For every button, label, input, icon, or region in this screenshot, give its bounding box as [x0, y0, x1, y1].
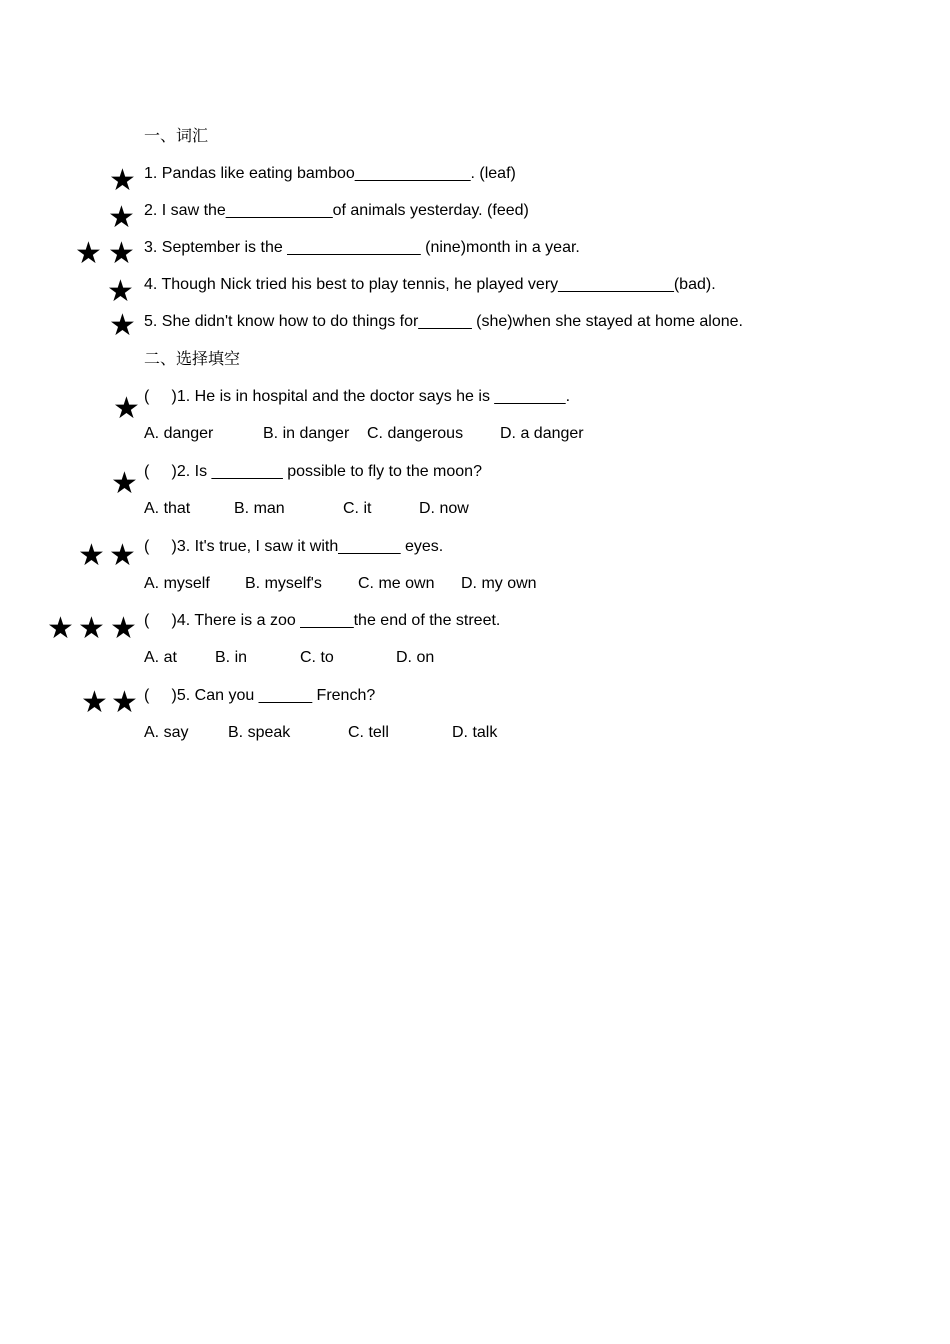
choice-option-c: C. dangerous: [367, 425, 464, 442]
choice-option-c: C. tell: [348, 724, 389, 741]
difficulty-star-icon: ★: [113, 391, 140, 426]
choice-option-d: D. now: [419, 500, 469, 517]
choice-option-d: D. on: [396, 649, 435, 666]
choice-option-c: C. me own: [358, 575, 435, 592]
choice-option-a: A. that: [144, 500, 191, 517]
difficulty-star-icon: ★: [107, 274, 134, 309]
choice-option-b: B. speak: [228, 724, 291, 741]
choice-option-a: A. at: [144, 649, 177, 666]
choice-option-d: D. a danger: [500, 425, 584, 442]
choice-question-4: ( )4. There is a zoo ______the end of the street.: [144, 612, 501, 629]
choice-option-b: B. myself's: [245, 575, 322, 592]
choice-option-b: B. in: [215, 649, 248, 666]
choice-option-c: C. to: [300, 649, 334, 666]
difficulty-star-icon: ★: [78, 611, 105, 646]
difficulty-star-icon: ★: [109, 538, 136, 573]
vocab-question-1: 1. Pandas like eating bamboo_____________. (leaf): [144, 165, 516, 182]
choice-option-c: C. it: [343, 500, 372, 517]
vocab-question-4: 4. Though Nick tried his best to play tennis, he played very_____________(bad).: [144, 276, 716, 293]
choice-option-b: B. in danger: [263, 425, 350, 442]
choice-question-3: ( )3. It's true, I saw it with_______ eyes.: [144, 538, 444, 555]
section-title-vocabulary: 一、词汇: [144, 128, 209, 145]
choice-question-1: ( )1. He is in hospital and the doctor says he is ________.: [144, 388, 571, 405]
choice-question-2: ( )2. Is ________ possible to fly to the moon?: [144, 463, 482, 480]
difficulty-star-icon: ★: [108, 236, 135, 271]
difficulty-star-icon: ★: [109, 308, 136, 343]
difficulty-star-icon: ★: [111, 466, 138, 501]
difficulty-star-icon: ★: [47, 611, 74, 646]
choice-option-b: B. man: [234, 500, 285, 517]
choice-option-a: A. myself: [144, 575, 210, 592]
choice-question-5: ( )5. Can you ______ French?: [144, 687, 376, 704]
choice-option-d: D. my own: [461, 575, 537, 592]
vocab-question-2: 2. I saw the____________of animals yesterday. (feed): [144, 202, 529, 219]
choice-option-a: A. danger: [144, 425, 214, 442]
choice-option-d: D. talk: [452, 724, 498, 741]
difficulty-star-icon: ★: [81, 685, 108, 720]
difficulty-star-icon: ★: [108, 200, 135, 235]
section-title-multiple-choice: 二、选择填空: [144, 351, 241, 368]
choice-option-a: A. say: [144, 724, 189, 741]
vocab-question-5: 5. She didn't know how to do things for______ (she)when she stayed at home alone.: [144, 313, 743, 330]
difficulty-star-icon: ★: [75, 236, 102, 271]
difficulty-star-icon: ★: [78, 538, 105, 573]
difficulty-star-icon: ★: [109, 163, 136, 198]
difficulty-star-icon: ★: [111, 685, 138, 720]
vocab-question-3: 3. September is the _______________ (nine)month in a year.: [144, 239, 580, 256]
difficulty-star-icon: ★: [110, 611, 137, 646]
